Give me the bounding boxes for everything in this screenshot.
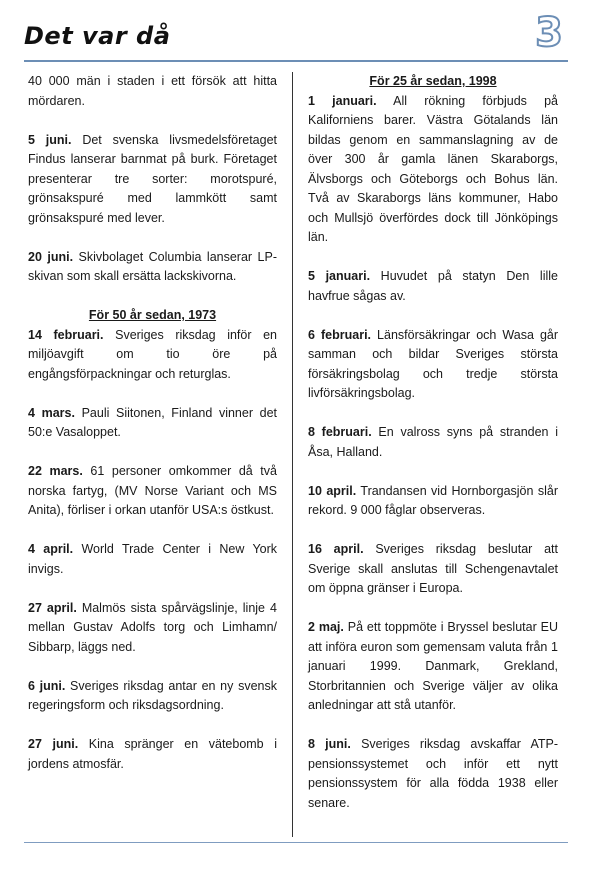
page-title: Det var då bbox=[24, 22, 171, 50]
entry-text: En valross syns på stranden i Åsa, Halland. bbox=[308, 425, 559, 459]
entry-date: 8 juni. bbox=[308, 737, 351, 751]
entry-date: 6 juni. bbox=[28, 678, 66, 693]
entry-date: 10 april. bbox=[308, 483, 357, 498]
entry-text: Huvudet på statyn Den lille havfrue sågas av. bbox=[308, 269, 558, 303]
entry-item bbox=[308, 92, 558, 248]
entry-item bbox=[28, 540, 277, 579]
entry-item bbox=[28, 404, 277, 443]
entry-text: Kina spränger en vätebomb i jordens atmosfär. bbox=[28, 737, 277, 771]
entry-text: Malmös sista spårvägslinje, linje 4 mellan Gustav Adolfs torg och Limhamn/ Sibbarp, läggs ned. bbox=[28, 600, 277, 654]
entry-date: 27 juni. bbox=[28, 737, 79, 751]
entry-date: 6 februari. bbox=[308, 327, 372, 342]
entry-item bbox=[28, 462, 277, 521]
header-rule bbox=[24, 60, 568, 62]
entry-text: World Trade Center i New York invigs. bbox=[28, 542, 277, 576]
entry-item bbox=[28, 735, 277, 774]
entry-text: Det svenska livsmedelsföretaget Findus lanserar barnmat på burk. Företaget presenterar tre sorter: morotspuré, grönsakspuré med lammkött samt grönsakspuré med lever. bbox=[28, 132, 277, 225]
entry-date: 4 april. bbox=[28, 542, 74, 556]
entry-item bbox=[308, 267, 558, 306]
entry-date: 5 januari. bbox=[308, 269, 371, 283]
entry-text: Sveriges riksdag avskaffar ATP-pensionssystemet och inför ett nytt pensionssystem för alla födda 1938 eller senare. bbox=[308, 737, 558, 810]
entry-date: 4 mars. bbox=[28, 405, 75, 420]
entry-date: 5 juni. bbox=[28, 132, 72, 147]
entry-date: 1 januari. bbox=[308, 93, 377, 108]
entry-date: 16 april. bbox=[308, 542, 364, 556]
entry-date: 27 april. bbox=[28, 600, 77, 615]
entry-item bbox=[28, 248, 277, 287]
entry-text: Trandansen vid Hornborgasjön slår rekord. 9 000 fåglar observeras. bbox=[308, 483, 559, 517]
entry-date: 2 maj. bbox=[308, 620, 344, 634]
entry-item bbox=[28, 326, 277, 385]
entry-date: 14 februari. bbox=[28, 327, 104, 342]
entry-text: 61 personer omkommer då två norska fartyg, (MV Norse Variant och MS Anita), förliser i orkan utanför USA:s östkust. bbox=[28, 464, 277, 517]
continuation-paragraph: 40 000 män i staden i ett försök att hitta mördaren. bbox=[28, 74, 277, 108]
right-column bbox=[308, 72, 558, 833]
entry-item bbox=[28, 677, 277, 716]
entry-date: 20 juni. bbox=[28, 249, 74, 264]
entry-text: Sveriges riksdag inför en miljöavgift om tio öre på engångsförpackningar och returglas. bbox=[28, 327, 278, 381]
column-divider bbox=[292, 72, 293, 837]
entry-item bbox=[308, 540, 558, 599]
entry-text: Sveriges riksdag beslutar att Sverige skall anslutas till Schengenavtalet om öppna gränser i Europa. bbox=[308, 542, 558, 595]
entry-text: Skivbolaget Columbia lanserar LP-skivan som skall ersätta lackskivorna. bbox=[28, 249, 277, 283]
entry-item bbox=[28, 599, 277, 658]
page-header bbox=[0, 0, 607, 72]
entry-text: Länsförsäkringar och Wasa går samman och bildar Sveriges största försäkringsbolag och tredje största livförsäkringsbolag. bbox=[308, 327, 559, 400]
left-column bbox=[28, 72, 277, 794]
entry-item bbox=[308, 735, 558, 813]
entry-date: 8 februari. bbox=[308, 425, 372, 439]
entry-item bbox=[308, 618, 558, 716]
page-number: 3 bbox=[535, 10, 563, 56]
entry-text: På ett toppmöte i Bryssel beslutar EU att införa euron som gemensam valuta från 1 januari 1999. Danmark, Grekland, Storbritannien och Sverige väljer av olika anledningar att stå utanför. bbox=[308, 620, 558, 712]
entry-text: All rökning förbjuds på Kaliforniens barer. Västra Götalands län bildas genom en sammanslagning av de över 300 år gamla länen Skaraborgs, Älvsborgs och Göteborgs och Bohus län. Två av Skaraborgs läns kommuner, Habo och Mullsjö överfördes dock till Jönköpings län. bbox=[308, 93, 559, 244]
entry-item bbox=[308, 423, 558, 462]
section-heading-1973: För 50 år sedan, 1973 bbox=[88, 308, 217, 322]
footer-rule bbox=[24, 842, 568, 843]
entry-text: Sveriges riksdag antar en ny svensk regeringsform och riksdagsordning. bbox=[28, 678, 277, 712]
entry-date: 22 mars. bbox=[28, 464, 83, 478]
entry-item bbox=[308, 482, 558, 521]
section-heading-1998: För 25 år sedan, 1998 bbox=[369, 74, 497, 88]
entry-item bbox=[308, 326, 558, 404]
entry-text: Pauli Siitonen, Finland vinner det 50:e Vasaloppet. bbox=[28, 405, 277, 439]
entry-item bbox=[28, 131, 277, 229]
